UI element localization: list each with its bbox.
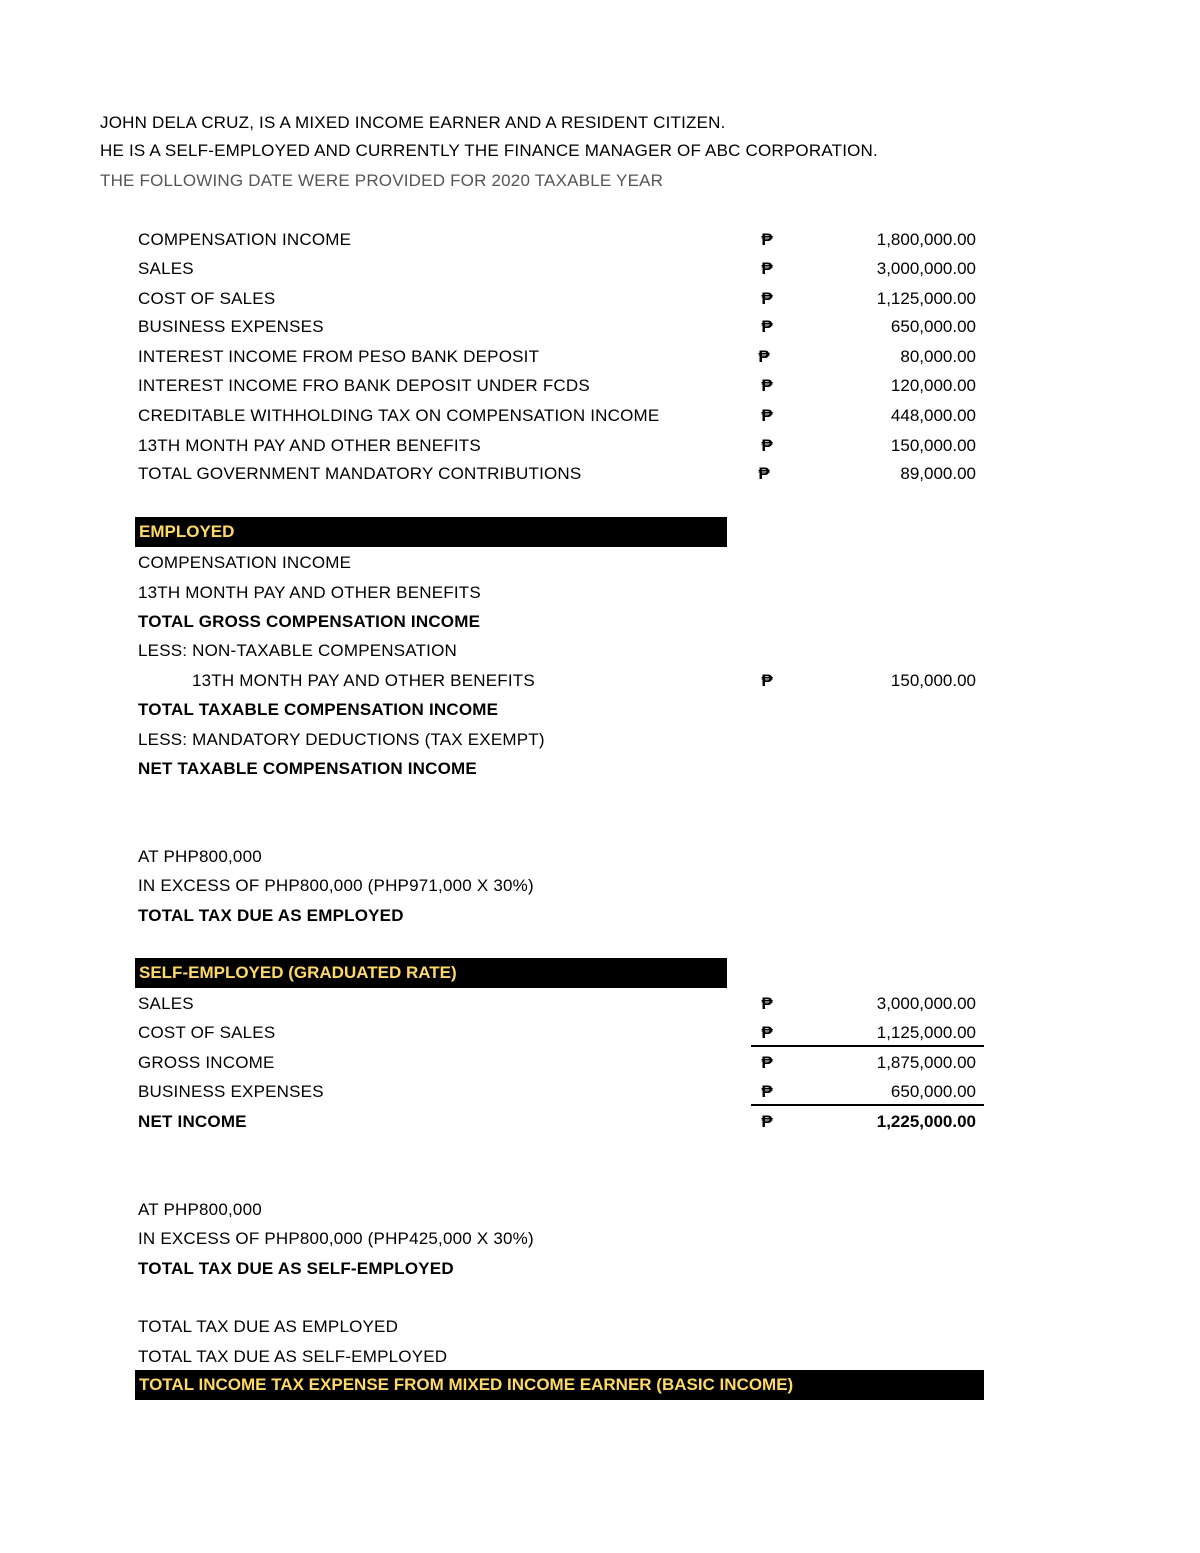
se-row-amount: 650,000.00 — [890, 1082, 976, 1101]
subtotal-rule — [751, 1045, 984, 1047]
given-amount: 120,000.00 — [890, 376, 976, 395]
given-label: COMPENSATION INCOME — [138, 230, 352, 249]
se-row-amount: 3,000,000.00 — [876, 994, 976, 1013]
se-row-label: SALES — [138, 994, 194, 1013]
total-tax-due-employed: TOTAL TAX DUE AS EMPLOYED — [138, 906, 404, 925]
employed-compensation-income: COMPENSATION INCOME — [138, 553, 352, 572]
total-tax-due-self-employed: TOTAL TAX DUE AS SELF-EMPLOYED — [138, 1259, 454, 1278]
total-rule — [751, 1104, 984, 1106]
peso-sign: ₱ — [761, 317, 773, 336]
employed-header: EMPLOYED — [135, 517, 727, 547]
less-non-taxable: LESS: NON-TAXABLE COMPENSATION — [138, 641, 457, 660]
total-taxable-compensation: TOTAL TAXABLE COMPENSATION INCOME — [138, 700, 499, 719]
non-taxable-13th-month: 13TH MONTH PAY AND OTHER BENEFITS — [192, 671, 535, 690]
given-amount: 1,800,000.00 — [876, 230, 976, 249]
intro-line-3: THE FOLLOWING DATE WERE PROVIDED FOR 2020 TAXABLE YEAR — [100, 171, 664, 190]
peso-sign: ₱ — [761, 289, 773, 308]
peso-sign: ₱ — [761, 376, 773, 395]
employed-in-excess: IN EXCESS OF PHP800,000 (PHP971,000 X 30%) — [138, 876, 534, 895]
given-amount: 3,000,000.00 — [876, 259, 976, 278]
given-label: TOTAL GOVERNMENT MANDATORY CONTRIBUTIONS — [138, 464, 582, 483]
se-in-excess: IN EXCESS OF PHP800,000 (PHP425,000 X 30%) — [138, 1229, 534, 1248]
given-amount: 89,000.00 — [900, 464, 976, 483]
summary-employed: TOTAL TAX DUE AS EMPLOYED — [138, 1317, 399, 1336]
se-row-label: BUSINESS EXPENSES — [138, 1082, 324, 1101]
summary-self-employed: TOTAL TAX DUE AS SELF-EMPLOYED — [138, 1347, 448, 1366]
net-income-amount: 1,225,000.00 — [876, 1112, 976, 1131]
employed-at-php800000: AT PHP800,000 — [138, 847, 262, 866]
given-label: INTEREST INCOME FROM PESO BANK DEPOSIT — [138, 347, 540, 366]
peso-sign: ₱ — [758, 464, 770, 483]
se-row-label: COST OF SALES — [138, 1023, 276, 1042]
given-amount: 448,000.00 — [890, 406, 976, 425]
peso-sign: ₱ — [761, 1082, 773, 1101]
less-mandatory-deductions: LESS: MANDATORY DEDUCTIONS (TAX EXEMPT) — [138, 730, 545, 749]
peso-sign: ₱ — [761, 994, 773, 1013]
given-label: COST OF SALES — [138, 289, 276, 308]
se-row-label: NET INCOME — [138, 1112, 247, 1131]
given-amount: 80,000.00 — [900, 347, 976, 366]
given-label: INTEREST INCOME FRO BANK DEPOSIT UNDER FCDS — [138, 376, 590, 395]
given-label: 13TH MONTH PAY AND OTHER BENEFITS — [138, 436, 481, 455]
se-row-label: GROSS INCOME — [138, 1053, 275, 1072]
peso-sign: ₱ — [758, 347, 770, 366]
peso-sign: ₱ — [761, 1053, 773, 1072]
peso-sign: ₱ — [761, 406, 773, 425]
intro-line-1: JOHN DELA CRUZ, IS A MIXED INCOME EARNER AND A RESIDENT CITIZEN. — [100, 113, 726, 132]
se-row-amount: 1,875,000.00 — [876, 1053, 976, 1072]
total-gross-compensation: TOTAL GROSS COMPENSATION INCOME — [138, 612, 481, 631]
non-taxable-amount: 150,000.00 — [890, 671, 976, 690]
total-income-tax-expense-bar: TOTAL INCOME TAX EXPENSE FROM MIXED INCOME EARNER (BASIC INCOME) — [135, 1370, 984, 1400]
employed-13th-month: 13TH MONTH PAY AND OTHER BENEFITS — [138, 583, 481, 602]
peso-sign: ₱ — [761, 1112, 773, 1131]
peso-sign: ₱ — [761, 671, 773, 690]
given-amount: 150,000.00 — [890, 436, 976, 455]
given-label: BUSINESS EXPENSES — [138, 317, 324, 336]
peso-sign: ₱ — [761, 1023, 773, 1042]
self-employed-header: SELF-EMPLOYED (GRADUATED RATE) — [135, 958, 727, 988]
net-taxable-compensation: NET TAXABLE COMPENSATION INCOME — [138, 759, 477, 778]
se-at-php800000: AT PHP800,000 — [138, 1200, 262, 1219]
peso-sign: ₱ — [761, 259, 773, 278]
intro-line-2: HE IS A SELF-EMPLOYED AND CURRENTLY THE FINANCE MANAGER OF ABC CORPORATION. — [100, 141, 878, 160]
given-label: SALES — [138, 259, 194, 278]
peso-sign: ₱ — [761, 436, 773, 455]
given-amount: 650,000.00 — [890, 317, 976, 336]
peso-sign: ₱ — [761, 230, 773, 249]
given-amount: 1,125,000.00 — [876, 289, 976, 308]
given-label: CREDITABLE WITHHOLDING TAX ON COMPENSATION INCOME — [138, 406, 660, 425]
se-row-amount: 1,125,000.00 — [876, 1023, 976, 1042]
